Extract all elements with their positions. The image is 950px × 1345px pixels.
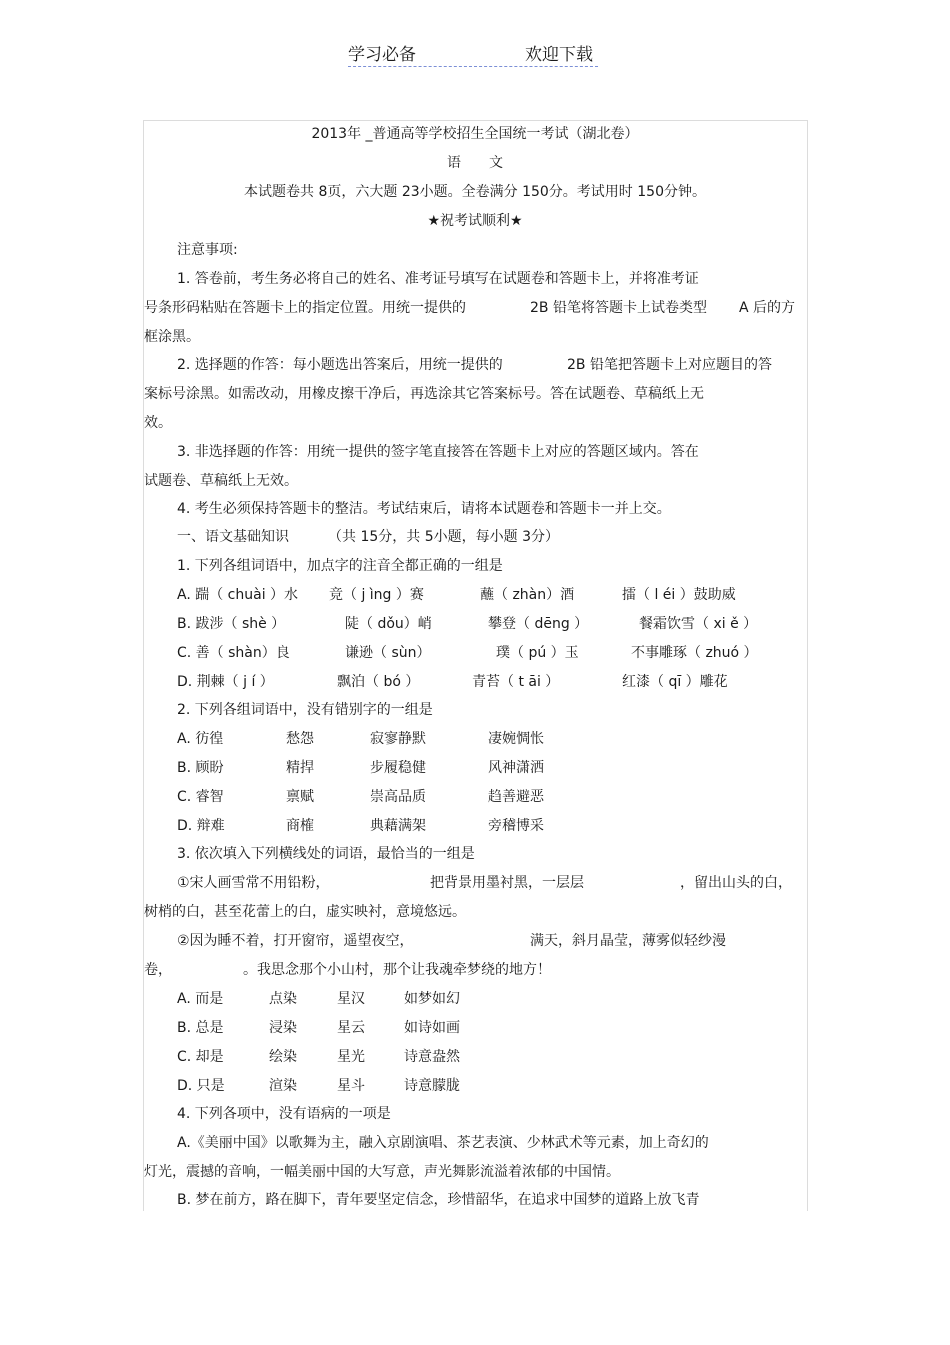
note-1-line-2-c: A 后的方 bbox=[739, 300, 796, 316]
q3-option-d-1: D. 只是 bbox=[177, 1078, 225, 1094]
q1-option-a-2: 竞（ j ìng ）赛 bbox=[329, 587, 424, 603]
q1-option-d-2: 飘泊（ bó ） bbox=[337, 674, 420, 690]
q4-stem: 4. 下列各项中，没有语病的一项是 bbox=[177, 1106, 391, 1122]
note-2-line-3: 效。 bbox=[144, 415, 172, 431]
header-left: 学习必备 bbox=[348, 45, 416, 65]
q3-option-b-1: B. 总是 bbox=[177, 1020, 224, 1036]
q1-option-c-3: 璞（ pú ）玉 bbox=[496, 645, 579, 661]
q1-option-b-3: 攀登（ dēng ） bbox=[488, 616, 589, 632]
q2-option-c-3: 崇高品质 bbox=[370, 789, 426, 805]
q2-option-c-1: C. 睿智 bbox=[177, 789, 224, 805]
note-1-line-2-b: 2B 铅笔将答题卡上试卷类型 bbox=[530, 300, 707, 316]
q3-option-a-1: A. 而是 bbox=[177, 991, 224, 1007]
note-4: 4. 考生必须保持答题卡的整洁。考试结束后，请将本试题卷和答题卡一并上交。 bbox=[177, 501, 671, 517]
note-3-line-1: 3. 非选择题的作答：用统一提供的签字笔直接答在答题卡上对应的答题区域内。答在 bbox=[177, 444, 699, 460]
q2-option-d-1: D. 辩难 bbox=[177, 818, 225, 834]
note-2-line-2: 案标号涂黑。如需改动，用橡皮擦干净后，再选涂其它答案标号。答在试题卷、草稿纸上无 bbox=[144, 386, 704, 402]
q3-sentence-2-b: 满天，斜月晶莹，薄雾似轻纱漫 bbox=[530, 933, 726, 949]
q1-option-b-2: 陡（ dǒu）峭 bbox=[345, 616, 432, 632]
note-2-line-1-b: 2B 铅笔把答题卡上对应题目的答 bbox=[567, 357, 772, 373]
section-1-title: 一、语文基础知识 bbox=[177, 529, 289, 545]
q2-option-c-4: 趋善避恶 bbox=[488, 789, 544, 805]
q1-option-d-3: 青苔（ t āi ） bbox=[472, 674, 560, 690]
q3-option-c-1: C. 却是 bbox=[177, 1049, 224, 1065]
q1-option-c-1: C. 善（ shàn）良 bbox=[177, 645, 290, 661]
q3-option-a-3: 星汉 bbox=[337, 991, 365, 1007]
q3-sentence-2-a: ②因为睡不着，打开窗帘，遥望夜空， bbox=[177, 933, 414, 949]
q4-option-a-line-1: A.《美丽中国》以歌舞为主，融入京剧演唱、茶艺表演、少林武术等元素，加上奇幻的 bbox=[177, 1135, 709, 1151]
q2-option-a-3: 寂寥静默 bbox=[370, 731, 426, 747]
q1-option-a-3: 蘸（ zhàn）酒 bbox=[480, 587, 575, 603]
header-right: 欢迎下载 bbox=[525, 45, 593, 65]
q3-option-a-4: 如梦如幻 bbox=[404, 991, 460, 1007]
note-3-line-2: 试题卷、草稿纸上无效。 bbox=[144, 473, 298, 489]
note-1-line-3: 框涂黑。 bbox=[144, 329, 200, 345]
q2-option-b-4: 风神潇洒 bbox=[488, 760, 544, 776]
q2-option-c-2: 禀赋 bbox=[286, 789, 314, 805]
notes-heading: 注意事项: bbox=[177, 242, 238, 258]
q3-sentence-1-b: 把背景用墨衬黑，一层层 bbox=[430, 875, 584, 891]
q1-option-a-1: A. 踹（ chuài ）水 bbox=[177, 587, 299, 603]
q4-option-a-line-2: 灯光，震撼的音响，一幅美丽中国的大写意，声光舞影流溢着浓郁的中国情。 bbox=[144, 1164, 620, 1180]
q1-option-d-4: 红漆（ qī ）雕花 bbox=[622, 674, 728, 690]
q3-sentence-2-d: 。我思念那个小山村，那个让我魂牵梦绕的地方！ bbox=[243, 962, 551, 978]
q2-option-a-4: 凄婉惆怅 bbox=[488, 731, 544, 747]
q1-option-c-2: 谦逊（ sùn） bbox=[345, 645, 431, 661]
note-2-line-1: 2. 选择题的作答：每小题选出答案后，用统一提供的 bbox=[177, 357, 503, 373]
q3-option-a-2: 点染 bbox=[269, 991, 297, 1007]
q3-stem: 3. 依次填入下列横线处的词语，最恰当的一组是 bbox=[177, 846, 475, 862]
q3-sentence-1-c: ，留出山头的白， bbox=[680, 875, 792, 891]
note-1-line-1: 1. 答卷前，考生务必将自己的姓名、准考证号填写在试题卷和答题卡上，并将准考证 bbox=[177, 271, 699, 287]
section-1-detail: （共 15分，共 5小题，每小题 3分） bbox=[328, 529, 559, 545]
q3-option-c-2: 绘染 bbox=[269, 1049, 297, 1065]
q3-option-c-3: 星光 bbox=[337, 1049, 365, 1065]
q2-option-d-3: 典藉满架 bbox=[370, 818, 426, 834]
q2-option-d-2: 商榷 bbox=[286, 818, 314, 834]
q3-option-b-4: 如诗如画 bbox=[404, 1020, 460, 1036]
q2-option-a-2: 愁怨 bbox=[286, 731, 314, 747]
q2-option-b-1: B. 顾盼 bbox=[177, 760, 224, 776]
exam-info: 本试题卷共 8页，六大题 23小题。全卷满分 150分。考试用时 150分钟。 bbox=[244, 184, 706, 200]
q1-option-c-4: 不事雕琢（ zhuó ） bbox=[631, 645, 758, 661]
q3-option-b-3: 星云 bbox=[337, 1020, 365, 1036]
q2-option-b-2: 精捍 bbox=[286, 760, 314, 776]
q3-option-b-2: 浸染 bbox=[269, 1020, 297, 1036]
q2-option-b-3: 步履稳健 bbox=[370, 760, 426, 776]
wish-line: ★祝考试顺利★ bbox=[427, 213, 523, 229]
q3-sentence-2-c: 卷， bbox=[144, 962, 172, 978]
q3-option-d-3: 星斗 bbox=[337, 1078, 365, 1094]
q3-option-d-4: 诗意朦胧 bbox=[404, 1078, 460, 1094]
q1-option-a-4: 擂（ l éi ）鼓助威 bbox=[622, 587, 736, 603]
note-1-line-2: 号条形码粘贴在答题卡上的指定位置。用统一提供的 bbox=[144, 300, 466, 316]
exam-title: 2013年 _普通高等学校招生全国统一考试（湖北卷） bbox=[311, 126, 639, 142]
q3-sentence-1-d: 树梢的白，甚至花蕾上的白，虚实映衬，意境悠远。 bbox=[144, 904, 466, 920]
q3-option-c-4: 诗意盎然 bbox=[404, 1049, 460, 1065]
q2-option-a-1: A. 彷徨 bbox=[177, 731, 224, 747]
q2-stem: 2. 下列各组词语中，没有错别字的一组是 bbox=[177, 702, 433, 718]
q1-option-b-1: B. 跋涉（ shè ） bbox=[177, 616, 286, 632]
q1-option-b-4: 餐霜饮雪（ xi ě ） bbox=[639, 616, 758, 632]
q4-option-b-line-1: B. 梦在前方，路在脚下，青年要坚定信念，珍惜韶华，在追求中国梦的道路上放飞青 bbox=[177, 1192, 700, 1208]
subject-title: 语 文 bbox=[447, 155, 503, 171]
page-header bbox=[348, 40, 598, 67]
q2-option-d-4: 旁稽博采 bbox=[488, 818, 544, 834]
q3-option-d-2: 渲染 bbox=[269, 1078, 297, 1094]
q3-sentence-1-a: ①宋人画雪常不用铅粉， bbox=[177, 875, 330, 891]
q1-option-d-1: D. 荆棘（ j í ） bbox=[177, 674, 274, 690]
q1-stem: 1. 下列各组词语中，加点字的注音全都正确的一组是 bbox=[177, 558, 503, 574]
